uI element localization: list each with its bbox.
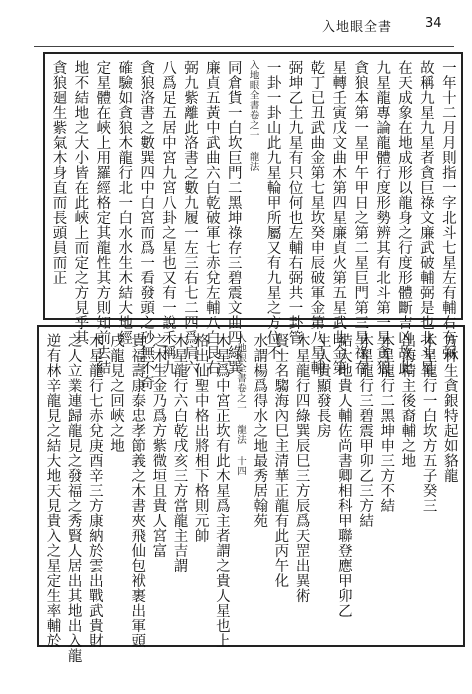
- header-rule: [34, 46, 454, 47]
- text-column: 方林生貪銀特起如貉龍: [441, 333, 458, 483]
- text-column: 逆有林辛龍見之結大地天見貴入之星定生率輔於: [44, 333, 61, 648]
- text-column: 同倉貨一白坎巨門二黑坤祿存三碧震文曲四綠巽: [225, 60, 242, 375]
- text-column: 木星龍行六白乾戌亥三方當龍主吉謂: [171, 333, 188, 573]
- text-column: 貪狼洛書之數巽四中白宮而爲一看發頭之砂無不奇: [138, 60, 155, 390]
- text-column: 格出仙聖中格出將相下格則元帥: [192, 333, 209, 543]
- text-column: 廉貞五黃中武曲六白乾破軍七赤兌左輔八白艮右: [203, 60, 220, 375]
- text-column: 地不結地之大小皆在此峽上而定之方見乎其: [72, 60, 89, 345]
- text-column: 貴福壽康泰忠孝節義之木書夾飛仙包袱裹出軍頭: [129, 333, 146, 648]
- text-column: 戌龍見之回峽之地: [108, 333, 125, 453]
- text-column: 出海精主後裔輔之地: [399, 333, 416, 468]
- text-column: 一卦一卦山此九星輪甲所屬又有九星之方位不: [264, 60, 281, 360]
- text-column: 弼九紫離此洛書之數九履一左三右七二四爲肩六: [181, 60, 198, 375]
- text-column: 木星爲中宮正坎有此木星爲主者謂之貴人星也上: [213, 333, 230, 648]
- text-column: 故稱九星九星者貪巨祿文廉武破輔弼是也北斗星: [417, 60, 434, 375]
- text-column: 生人貴顯發長房: [314, 333, 331, 438]
- text-column: 九星龍專論龍體行度形勢辨其有北斗第一星貪狼: [374, 60, 391, 375]
- text-column: 貪狼廻生紫氣木身直而長頭員而正: [50, 60, 67, 285]
- text-column: 木星龍行七赤兌庚酉辛三方康納於雲出戰武貴財: [86, 333, 103, 648]
- page-number: 34: [425, 16, 442, 31]
- text-column: 一年十二月月則指一字北斗七星左有輔右有弼: [439, 60, 456, 360]
- text-column: 弼坤乙土九星有只位何也左輔右弼共一卦管: [286, 60, 303, 345]
- text-column: 星轉壬寅戊文曲木第四星廉貞火第五星武曲金第: [330, 60, 347, 375]
- text-column: 貪狼本第一星甲午甲日之第二星巨門第三星祿存: [352, 60, 369, 375]
- text-column: 水謂楊爲得水之地最秀居翰苑: [251, 333, 268, 528]
- text-column: 之人立業連歸龍見之發福之秀賢人居出其地出入龍: [65, 333, 82, 663]
- text-column: 在天成象在地成形以龍身之行度形體斷吉凶故此: [396, 60, 412, 375]
- page-header: [0, 0, 472, 46]
- text-column: 木星龍行三碧震甲卯乙三方結: [357, 333, 374, 528]
- running-title: 入地眼全書: [322, 20, 393, 35]
- text-column: 之木生金乃爲方紫微垣且貴人宮富: [150, 333, 167, 558]
- text-column: 木星龍行四綠巽辰巳三方辰爲天罡出異術: [293, 333, 310, 603]
- text-column: 木星龍行一白坎方五子癸三: [420, 333, 437, 513]
- text-column: 賢士名騶海內巳主清華正龍有此丙午化: [272, 333, 289, 588]
- folio-column: 入地眼全書卷之一 龍法 十四: [235, 333, 247, 476]
- folio-column: 入地眼全書卷之一 龍法: [247, 60, 259, 172]
- bottom-text-block: [37, 325, 465, 663]
- text-column: 確驗如貪狼木龍行北一白水水生木結大地經: [116, 60, 133, 345]
- text-column: 定星體在峽上用羅經格定其龍性其方則知前去結: [94, 60, 111, 375]
- text-column: 結大地貴人輔佐尚書卿相科甲聯登應甲卯乙: [335, 333, 352, 618]
- text-column: 八爲足五居中宮九宮八卦之星也又有一說禾稱九: [160, 60, 177, 375]
- text-column: 乾丁已丑武曲金第七星坎癸申辰破軍金第八星輔: [308, 60, 325, 375]
- text-column: 木星龍行二黑坤申三方不結: [378, 333, 395, 513]
